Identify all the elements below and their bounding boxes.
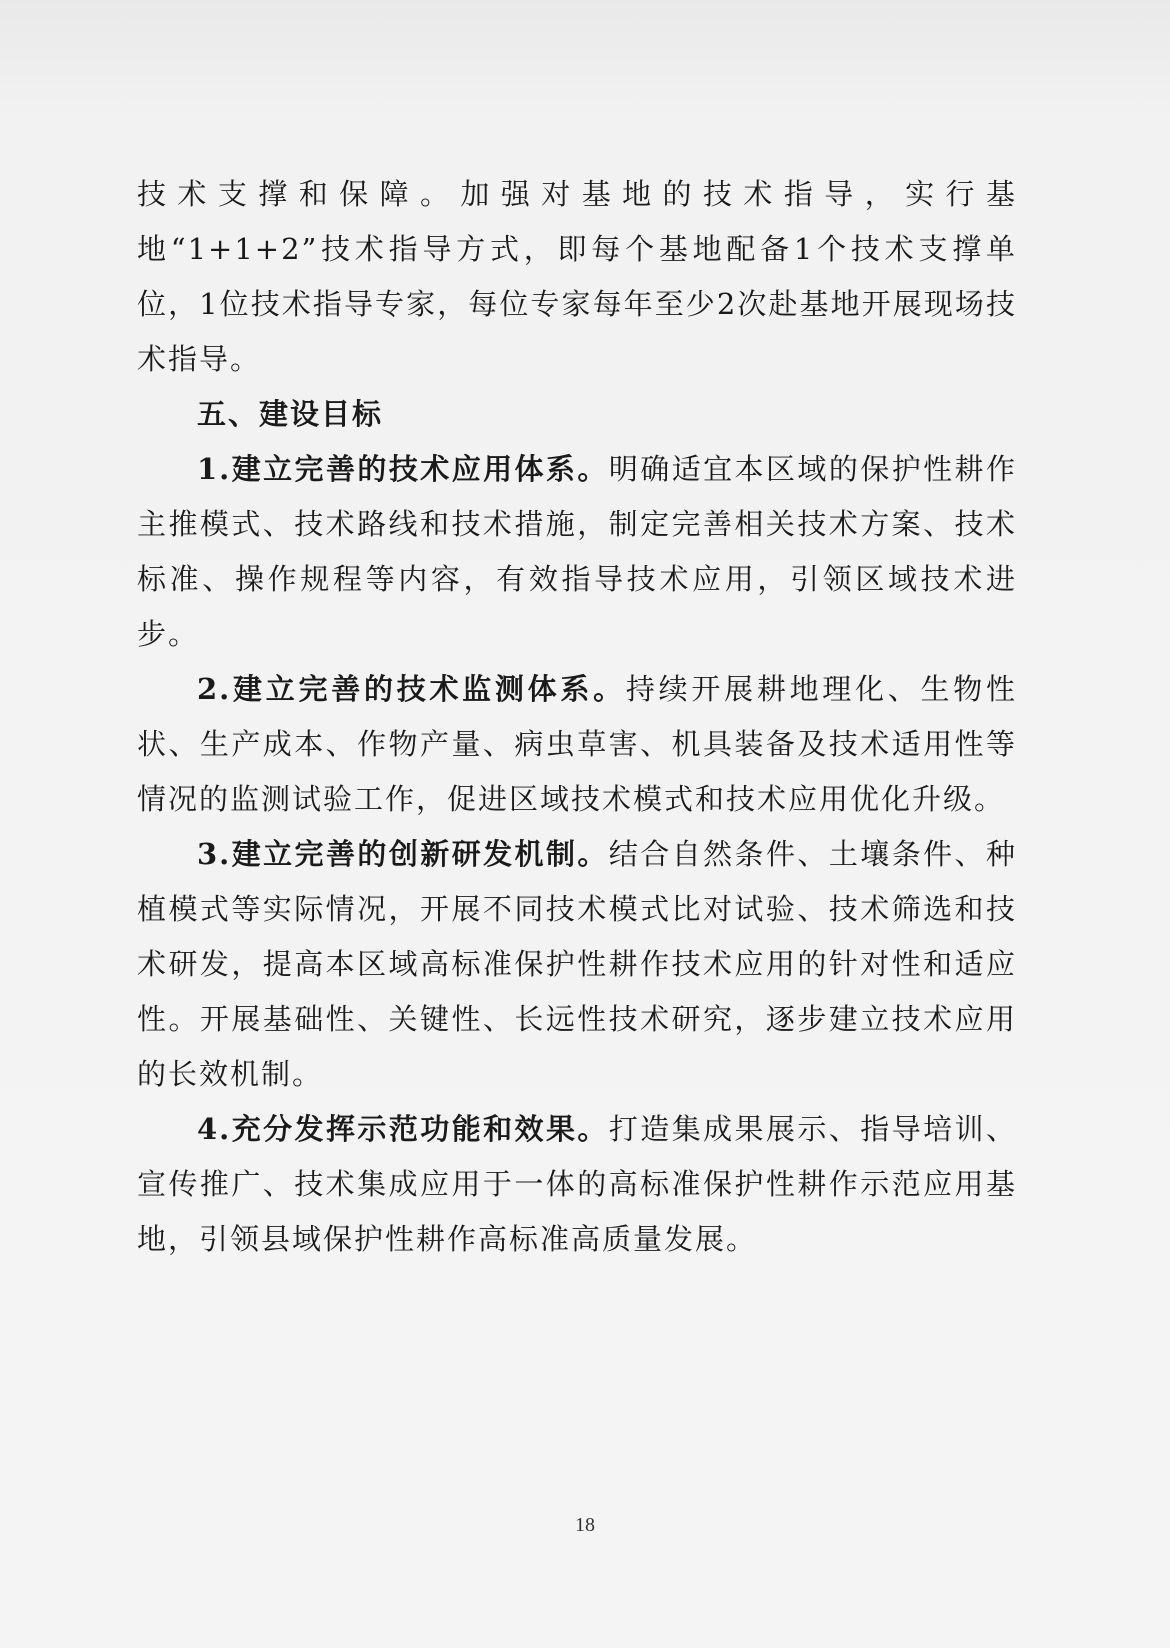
goal-item-3-lead: 3.建立完善的创新研发机制。 xyxy=(197,837,609,871)
goal-item-1-text: 明确适宜本区域的保护性耕作主推模式、技术路线和技术措施，制定完善相关技术方案、技术标准、操作规程等内容，有效指导技术应用，引领区域技术进步。 xyxy=(137,452,1017,651)
document-body xyxy=(137,167,1017,1267)
goal-item-2-lead: 2.建立完善的技术监测体系。 xyxy=(197,672,626,706)
goal-item-2-text: 持续开展耕地理化、生物性状、生产成本、作物产量、病虫草害、机具装备及技术适用性等情况的监测试验工作，促进区域技术模式和技术应用优化升级。 xyxy=(137,672,1017,816)
goal-item-4 xyxy=(137,1102,1017,1267)
goal-item-2 xyxy=(137,662,1017,827)
goal-item-4-lead: 4.充分发挥示范功能和效果。 xyxy=(197,1112,609,1146)
page-number: 18 xyxy=(575,1514,595,1536)
goal-item-1 xyxy=(137,442,1017,662)
goal-item-4-text: 打造集成果展示、指导培训、宣传推广、技术集成应用于一体的高标准保护性耕作示范应用基地，引领县域保护性耕作高标准高质量发展。 xyxy=(137,1112,1017,1256)
goal-item-3 xyxy=(137,827,1017,1102)
goal-item-3-text: 结合自然条件、土壤条件、种植模式等实际情况，开展不同技术模式比对试验、技术筛选和技术研发，提高本区域高标准保护性耕作技术应用的针对性和适应性。开展基础性、关键性、长远性技术研究，逐步建立技术应用的长效机制。 xyxy=(137,837,1017,1091)
goal-item-1-lead: 1.建立完善的技术应用体系。 xyxy=(197,452,609,486)
intro-paragraph: 技术支撑和保障。加强对基地的技术指导，实行基地“1+1+2”技术指导方式，即每个基地配备1个技术支撑单位，1位技术指导专家，每位专家每年至少2次赴基地开展现场技术指导。 xyxy=(137,177,1017,376)
section-heading: 五、建设目标 xyxy=(197,397,384,431)
